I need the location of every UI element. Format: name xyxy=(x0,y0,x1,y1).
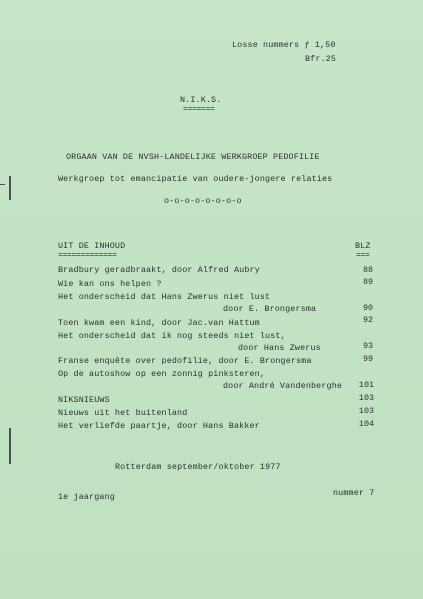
punch-mark-lower xyxy=(9,428,11,464)
volume-label: 1e jaargang xyxy=(58,492,115,502)
toc-page-underline: === xyxy=(356,251,370,260)
edge-tick xyxy=(0,184,5,185)
toc-entry-page: 103 xyxy=(358,393,374,403)
toc-entry-text: Het onderscheid dat Hans Zwerus niet lust xyxy=(58,292,271,302)
toc-entry-page: 103 xyxy=(358,406,374,416)
niks-abbreviation: N.I.K.S. xyxy=(180,95,222,105)
toc-entry-text: door Hans Zwerus xyxy=(238,343,321,353)
toc-entry-page: 90 xyxy=(362,303,373,313)
toc-entry-page: 101 xyxy=(358,380,374,390)
toc-entry-page: 99 xyxy=(362,354,373,364)
price-line-2: Bfr.25 xyxy=(305,54,337,64)
toc-entry-page: 93 xyxy=(362,341,373,351)
toc-entry-text: Nieuws uit het buitenland xyxy=(58,408,188,418)
ornament-divider: o-o-o-o-o-o-o-o xyxy=(164,196,242,206)
toc-heading-underline: ============= xyxy=(58,251,117,260)
niks-underline: ======= xyxy=(183,105,215,114)
toc-entry-text: Op de autoshow op een zonnig pinksteren, xyxy=(58,369,266,379)
punch-mark-upper xyxy=(9,176,11,200)
toc-entry-text: Het verliefde paartje, door Hans Bakker xyxy=(58,421,260,431)
toc-entry-page: 88 xyxy=(362,265,373,275)
place-and-date: Rotterdam september/oktober 1977 xyxy=(115,462,281,472)
toc-entry-text: door E. Brongersma xyxy=(223,304,317,314)
publication-title: ORGAAN VAN DE NVSH-LANDELIJKE WERKGROEP PEDOFILIE xyxy=(66,152,320,162)
toc-page-heading: BLZ xyxy=(355,241,371,251)
publication-subtitle: Werkgroep tot emancipatie van oudere-jongere relaties xyxy=(58,174,333,184)
toc-heading: UIT DE INHOUD xyxy=(58,241,126,251)
toc-entry-text: Franse enquête over pedofilie, door E. Brongersma xyxy=(58,356,312,366)
toc-entry-text: Toen kwam een kind, door Jac.van Hattum xyxy=(58,318,260,328)
issue-number: nummer 7 xyxy=(333,488,375,498)
toc-entry-text: Het onderscheid dat ik nog steeds niet lust, xyxy=(58,331,286,341)
toc-entry-page: 92 xyxy=(362,315,373,325)
toc-entry-text: NIKSNIEUWS xyxy=(58,395,110,405)
toc-entry-page: 104 xyxy=(358,419,374,429)
toc-entry-page: 89 xyxy=(362,277,373,287)
toc-entry-text: Bradbury geradbraakt, door Alfred Aubry xyxy=(58,265,260,275)
toc-entry-text: door André Vandenberghe xyxy=(223,381,343,391)
price-line-1: Losse nummers ƒ 1,50 xyxy=(232,40,336,50)
toc-entry-text: Wie kan ons helpen ? xyxy=(58,279,162,289)
